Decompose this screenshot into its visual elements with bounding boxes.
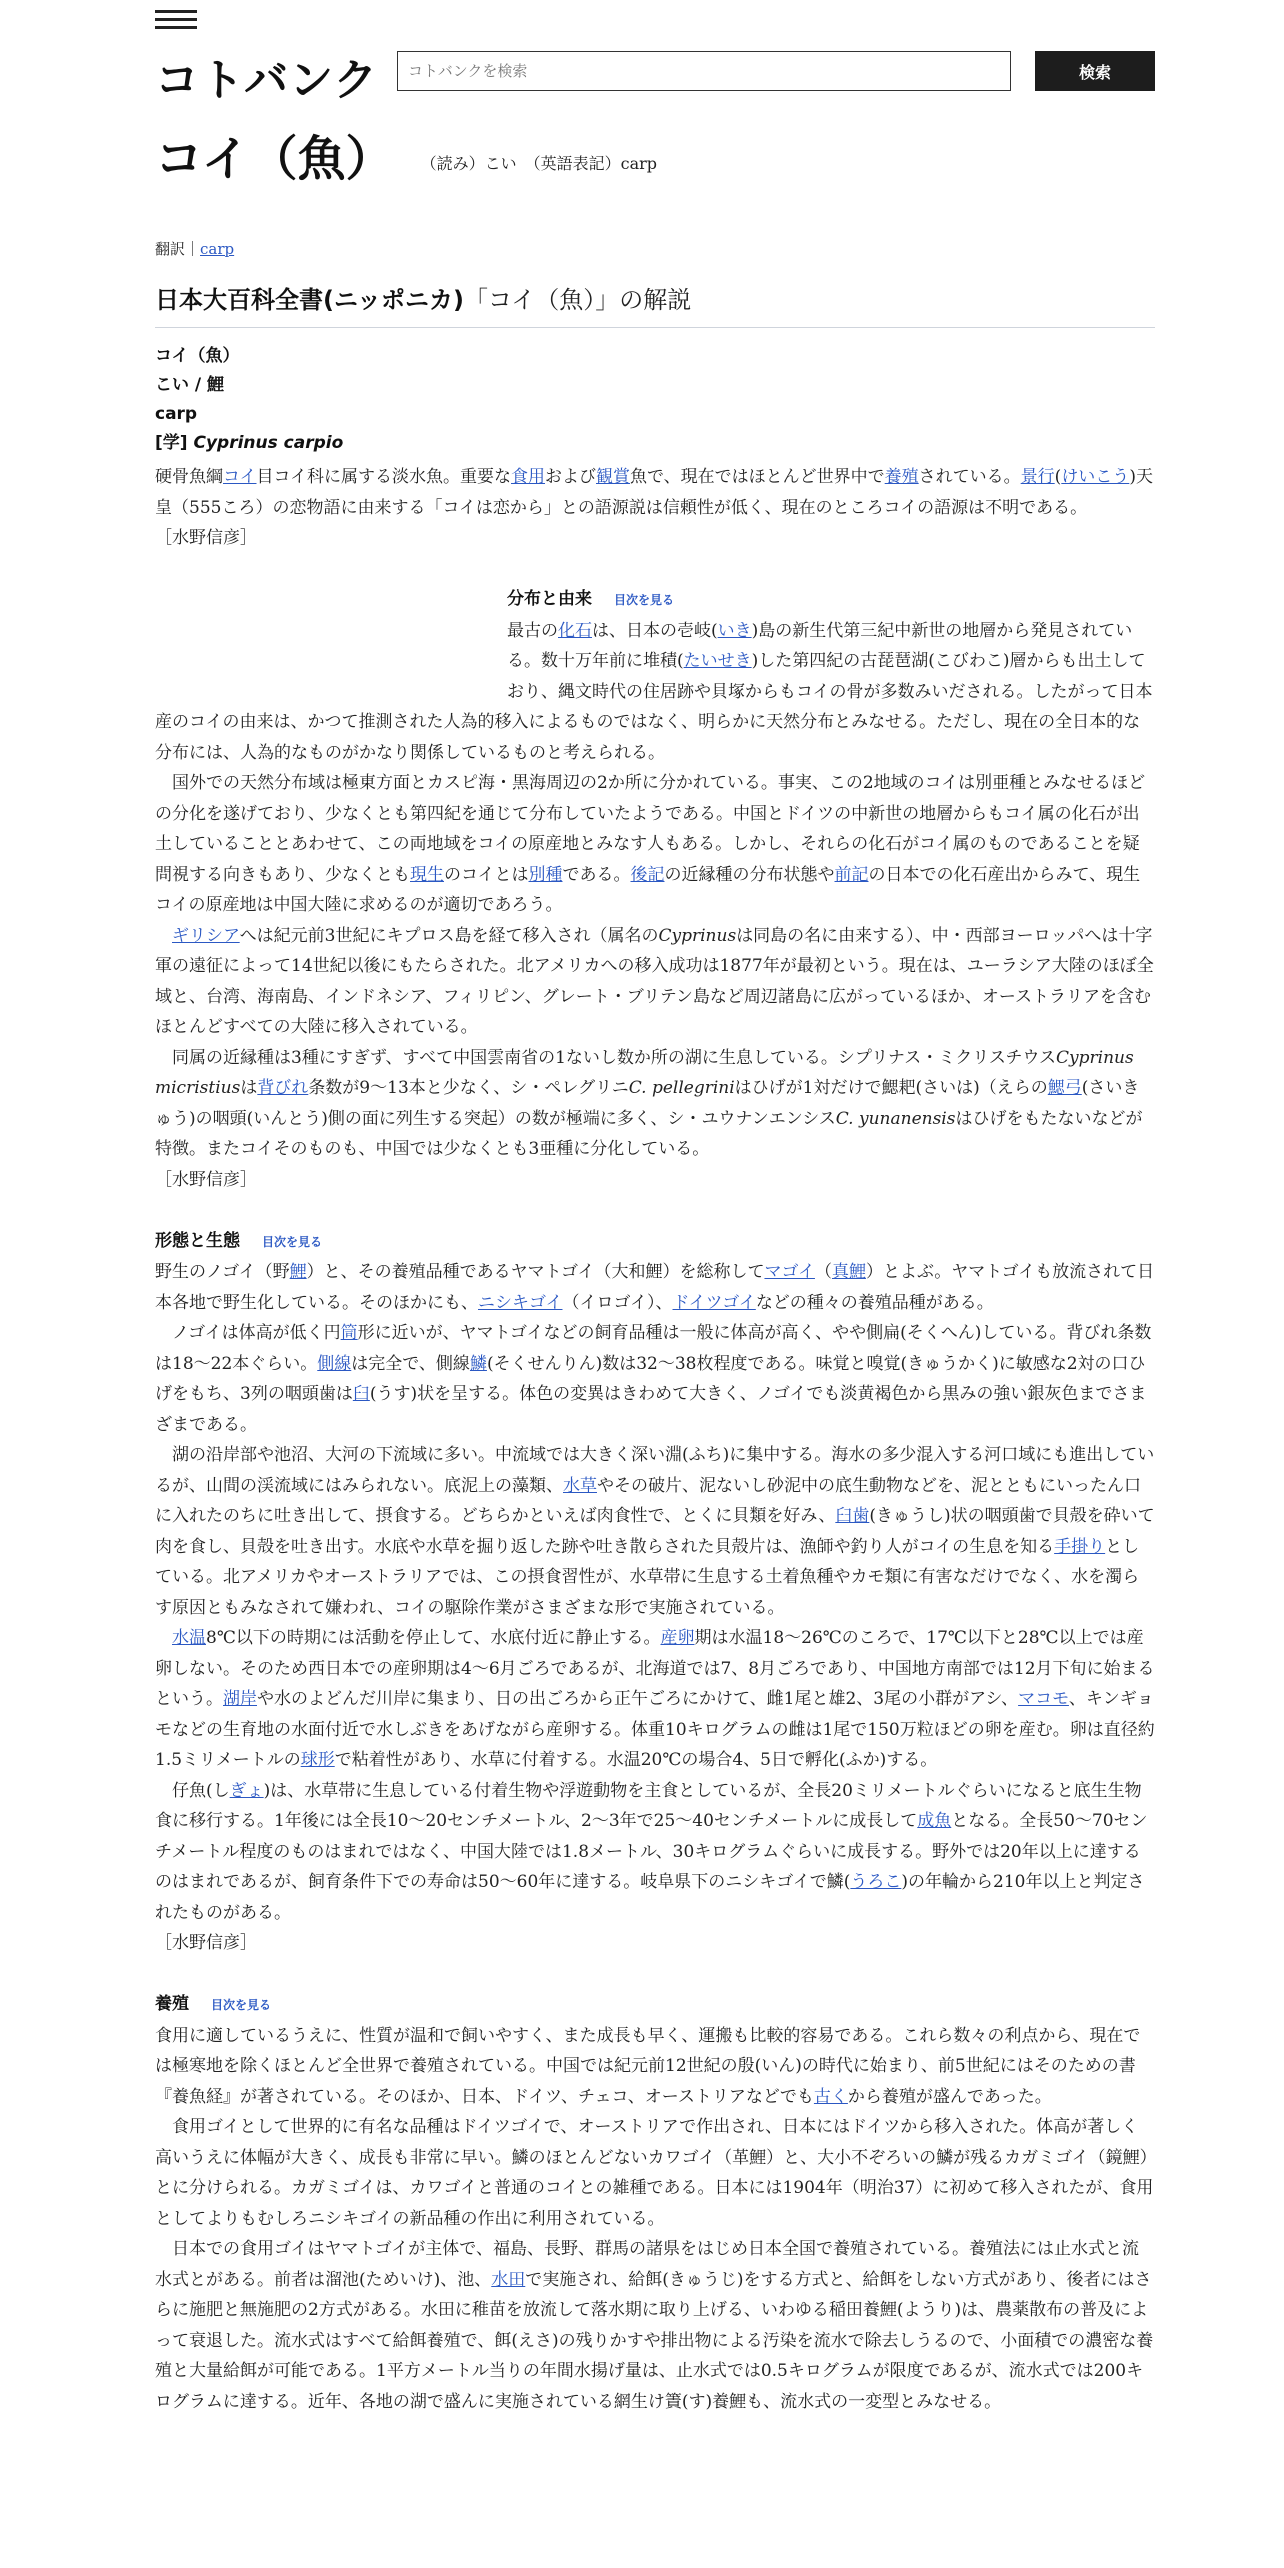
link-sanran[interactable]: 産卵 [660, 1628, 695, 1648]
paragraph: 同属の近縁種は3種にすぎず、すべて中国雲南省の1ないし数か所の湖に生息している。シプリナス・ミクリスチウスCyprinus micristiusは背びれ条数が9～13本と少なく、シ・ペレグリニC. pellegriniはひげが1対だけで鰓耙(さいは)（えらの鰓弓(さいきゅう)の咽頭(いんとう)側の面に列生する突起）の数が極端に多く、シ・ユウナンエンシスC. yunanensisはひげをもたないなどが特徴。またコイそのものも、中国では少なくとも3亜種に分化している。 [155, 1047, 1143, 1159]
headword-ja: コイ（魚） [155, 346, 240, 366]
link-taiseki[interactable]: たいせき [683, 651, 752, 671]
link-kyukei[interactable]: 球形 [300, 1750, 335, 1770]
heading-morphology: 形態と生態 目次を見る [155, 1230, 323, 1251]
link-nishikigoi[interactable]: ニシキゴイ [478, 1292, 563, 1313]
link-uroko-reading[interactable]: うろこ [850, 1872, 902, 1892]
page-title: コイ（魚） [155, 131, 394, 187]
toc-link[interactable]: 目次を見る [614, 593, 675, 607]
dictionary-section-header [155, 280, 1155, 328]
link-keiko-reading[interactable]: けいこう [1061, 467, 1130, 487]
link-kaseki[interactable]: 化石 [558, 620, 592, 641]
heading-aquaculture: 養殖 目次を見る [155, 1994, 272, 2014]
link-koki[interactable]: 後記 [630, 864, 665, 885]
dictionary-desc: 「コイ（魚）」の解説 [463, 286, 692, 314]
paragraph: 湖の沿岸部や池沼、大河の下流域に多い。中流域では大きく深い淵(ふち)に集中する。海水の多少混入する河口域にも進出しているが、山間の渓流域にはみられない。底泥上の藻類、水草やその破片、泥ないし砂泥中の底生動物などを、泥とともにいったん口に入れたのちに吐き出して、摂食する。どちらかといえば肉食性で、とくに貝類を好み、臼歯(きゅうし)状の咽頭歯で貝殻を砕いて肉を食し、貝殻を吐き出す。水底や水草を掘り返した跡や吐き散らされた貝殻片は、漁師や釣り人がコイの生息を知る手掛りとしている。北アメリカやオーストラリアでは、この摂食習性が、水草帯に生息する土着魚種やカモ類に有害なだけでなく、水を濁らす原因ともみなされて嫌われ、コイの駆除作業がさまざまな形で実施されている。 [155, 1445, 1155, 1618]
article-body [155, 462, 1155, 2417]
link-furuku[interactable]: 古く [813, 2086, 848, 2107]
link-sokusen[interactable]: 側線 [317, 1353, 352, 1374]
link-kogan[interactable]: 湖岸 [223, 1689, 257, 1709]
headword-en: carp [155, 404, 198, 424]
link-saikyu[interactable]: 鰓弓 [1047, 1078, 1082, 1098]
paragraph: 野生のノゴイ（野鯉）と、その養殖品種であるヤマトゴイ（大和鯉）を総称してマゴイ（真鯉）とよぶ。ヤマトゴイも放流されて日本各地で野生化している。そのほかにも、ニシキゴイ（イロゴイ）、ドイツゴイなどの種々の養殖品種がある。 [155, 1262, 1155, 1313]
link-seigyo[interactable]: 成魚 [917, 1811, 952, 1831]
paragraph: 食用ゴイとして世界的に有名な品種はドイツゴイで、オーストリアで作出され、日本にはドイツから移入された。体高が著しく高いうえに体幅が大きく、成長も非常に早い。鱗のほとんどないカワゴイ（革鯉）と、大小不ぞろいの鱗が残るカガミゴイ（鏡鯉）とに分けられる。カガミゴイは、カワゴイと普通のコイとの雑種である。日本には1904年（明治37）に初めて移入されたが、食用としてよりもむしろニシキゴイの新品種の作出に利用されている。 [155, 2117, 1154, 2229]
link-magoi-kanji[interactable]: 真鯉 [831, 1262, 866, 1282]
link-tegakari[interactable]: 手掛り [1054, 1536, 1106, 1557]
link-sebire[interactable]: 背びれ [257, 1078, 309, 1098]
link-gensei[interactable]: 現生 [410, 864, 444, 885]
paragraph: ノゴイは体高が低く円筒形に近いが、ヤマトゴイなどの飼育品種は一般に体高が高く、やや側扁(そくへん)している。背びれ条数は18～22本ぐらい。側線は完全で、側線鱗(そくせんりん)数は32～38枚程度である。味覚と嗅覚(きゅうかく)に敏感な2対の口ひげをもち、3列の咽頭歯は臼(うす)状を呈する。体色の変異はきわめて大きく、ノゴイでも淡黄褐色から黒みの強い銀灰色までさまざまである。 [155, 1323, 1152, 1435]
menu-icon[interactable] [155, 10, 197, 32]
translation-row [155, 238, 234, 259]
search-input[interactable] [397, 51, 1011, 91]
entry-title-row [155, 120, 1155, 189]
heading-distribution: 分布と由来 目次を見る [507, 589, 675, 609]
link-kyushi[interactable]: 臼歯 [835, 1506, 870, 1526]
author-signature: ［水野信彦］ [155, 1169, 257, 1190]
link-usu[interactable]: 臼 [352, 1384, 370, 1404]
toc-link[interactable]: 目次を見る [211, 1998, 272, 2012]
link-tsutsu[interactable]: 筒 [340, 1323, 358, 1343]
link-keiko[interactable]: 景行 [1020, 467, 1055, 487]
paragraph: ギリシアへは紀元前3世紀にキプロス島を経て移入され（属名のCyprinusは同島の名に由来する）、中・西部ヨーロッパへは十字軍の遠征によって14世紀以後にもたらされた。北アメリカへの移入成功は1877年が最初という。現在は、ユーラシア大陸のほぼ全域と、台湾、海南島、インドネシア、フィリピン、グレート・ブリテン島など周辺諸島に広がっているほか、オーストラリアを含むほとんどすべての大陸に移入されている。 [155, 925, 1154, 1037]
link-zenki[interactable]: 前記 [834, 864, 869, 885]
link-shokuyo[interactable]: 食用 [511, 467, 545, 487]
headword-block [155, 342, 343, 458]
search-button[interactable]: 検索 [1035, 51, 1155, 91]
dictionary-source: 日本大百科全書(ニッポニカ) [155, 286, 464, 314]
link-betsushu[interactable]: 別種 [528, 864, 563, 885]
link-makomo[interactable]: マコモ [1018, 1689, 1069, 1709]
link-koi-kanji[interactable]: 鯉 [289, 1262, 307, 1282]
translation-link[interactable]: carp [200, 240, 235, 258]
translation-label: 翻訳｜ [155, 240, 201, 258]
paragraph: 最古の化石は、日本の壱岐(いき)島の新生代第三紀中新世の地層から発見されている。数十万年前に堆積(たいせき)した第四紀の古琵琶湖(こびわこ)層からも出土しており、縄文時代の住居跡や貝塚からもコイの骨が多数みいだされる。したがって日本産のコイの由来は、かつて推測された人為的移入によるものではなく、明らかに天然分布とみなせる。ただし、現在の全日本的な分布には、人為的なものがかなり関係しているものと考えられる。 [155, 620, 1153, 763]
link-suiden[interactable]: 水田 [491, 2269, 526, 2290]
headword-kana: こい / 鯉 [155, 375, 225, 395]
link-kansho[interactable]: 観賞 [596, 467, 630, 487]
paragraph: 国外での天然分布域は極東方面とカスピ海・黒海周辺の2か所に分かれている。事実、この2地域のコイは別亜種とみなせるほどの分化を遂げており、少なくとも第四紀を通じて分布していたようである。中国とドイツの中新世の地層からもコイ属の化石が出土していることとあわせて、この両地域をコイの原産地とみなす人もある。しかし、それらの化石がコイ属のものであることを疑問視する向きもあり、少なくとも現生のコイとは別種である。後記の近縁種の分布状態や前記の日本での化石産出からみて、現生コイの原産地は中国大陸に求めるのが適切であろう。 [155, 773, 1146, 915]
author-signature: ［水野信彦］ [155, 528, 257, 548]
entry-reading: （読み）こい （英語表記）carp [420, 154, 658, 173]
paragraph: 食用に適しているうえに、性質が温和で飼いやすく、また成長も早く、運搬も比較的容易である。これら数々の利点から、現在では極寒地を除くほとんど全世界で養殖されている。中国では紀元前12世紀の殷(いん)の時代に始まり、前5世紀にはそのための書『養魚経』が著されている。そのほか、日本、ドイツ、チェコ、オーストリアなどでも古くから養殖が盛んであった。 [155, 2025, 1141, 2107]
link-uroko[interactable]: 鱗 [469, 1353, 487, 1374]
link-suion[interactable]: 水温 [172, 1628, 206, 1648]
intro-paragraph: 硬骨魚綱コイ目コイ科に属する淡水魚。重要な食用および観賞魚で、現在ではほとんど世界中で養殖されている。景行(けいこう)天皇（555ころ）の恋物語に由来する「コイは恋から」との語源説は信頼性が低く、現在のところコイの語源は不明である。 [155, 467, 1153, 518]
link-yoshoku[interactable]: 養殖 [884, 467, 919, 487]
author-signature: ［水野信彦］ [155, 1933, 257, 1953]
paragraph: 仔魚(しぎょ)は、水草帯に生息している付着生物や浮遊動物を主食としているが、全長20ミリメートルぐらいになると底生生物食に移行する。1年後には全長10～20センチメートル、2～3年で25～40センチメートルに成長して成魚となる。全長50～70センチメートル程度のものはまれではなく、中国大陸では1.8メートル、30キログラムぐらいに成長する。野外では20年以上に達するのはまれであるが、飼育条件下での寿命は50～60年に達する。岐阜県下のニシキゴイで鱗(うろこ)の年輪から210年以上と判定されたものがある。 [155, 1780, 1148, 1923]
link-koi[interactable]: コイ [223, 467, 257, 487]
link-suiso[interactable]: 水草 [563, 1475, 597, 1496]
link-greece[interactable]: ギリシア [172, 925, 240, 946]
link-doitsugoi[interactable]: ドイツゴイ [672, 1292, 756, 1313]
paragraph: 日本での食用ゴイはヤマトゴイが主体で、福島、長野、群馬の諸県をはじめ日本全国で養殖されている。養殖法には止水式と流水式とがある。前者は溜池(ためいけ)、池、水田で実施され、給餌(きゅうじ)をする方式と、給餌をしない方式があり、後者にはさらに施肥と無施肥の2方式がある。水田に稚苗を放流して落水期に取り上げる、いわゆる稲田養鯉(ようり)は、農薬散布の普及によって衰退した。流水式はすべて給餌養殖で、餌(えさ)の残りかすや排出物による汚染を流水で除去しうるので、小面積での濃密な養殖と大量給餌が可能である。1平方メートル当りの年間水揚げ量は、止水式では0.5キログラムが限度であるが、流水式では200キログラムに達する。近年、各地の湖で盛んに実施されている網生け簀(す)養鯉も、流水式の一変型とみなせる。 [155, 2239, 1154, 2412]
headword-scientific: [学] Cyprinus carpio [155, 433, 344, 453]
site-logo[interactable]: コトバンク [155, 55, 379, 106]
paragraph: 水温8℃以下の時期には活動を停止して、水底付近に静止する。産卵期は水温18～26℃のころで、17℃以下と28℃以上では産卵しない。そのため西日本での産卵期は4～6月ごろであるが、北海道では7、8月ごろであり、中国地方南部では12月下旬に始まるという。湖岸や水のよどんだ川岸に集まり、日の出ごろから正午ごろにかけて、雌1尾と雄2、3尾の小群がアシ、マコモ、キンギョモなどの生育地の水面付近で水しぶきをあげながら産卵する。体重10キログラムの雌は1尾で150万粒ほどの卵を産む。卵は直径約1.5ミリメートルの球形で粘着性があり、水草に付着する。水温20℃の場合4、5日で孵化(ふか)する。 [155, 1628, 1155, 1770]
link-magoi[interactable]: マゴイ [764, 1262, 815, 1282]
toc-link[interactable]: 目次を見る [262, 1234, 323, 1249]
link-gyo[interactable]: ぎょ [229, 1780, 264, 1801]
link-iki[interactable]: いき [717, 620, 752, 641]
